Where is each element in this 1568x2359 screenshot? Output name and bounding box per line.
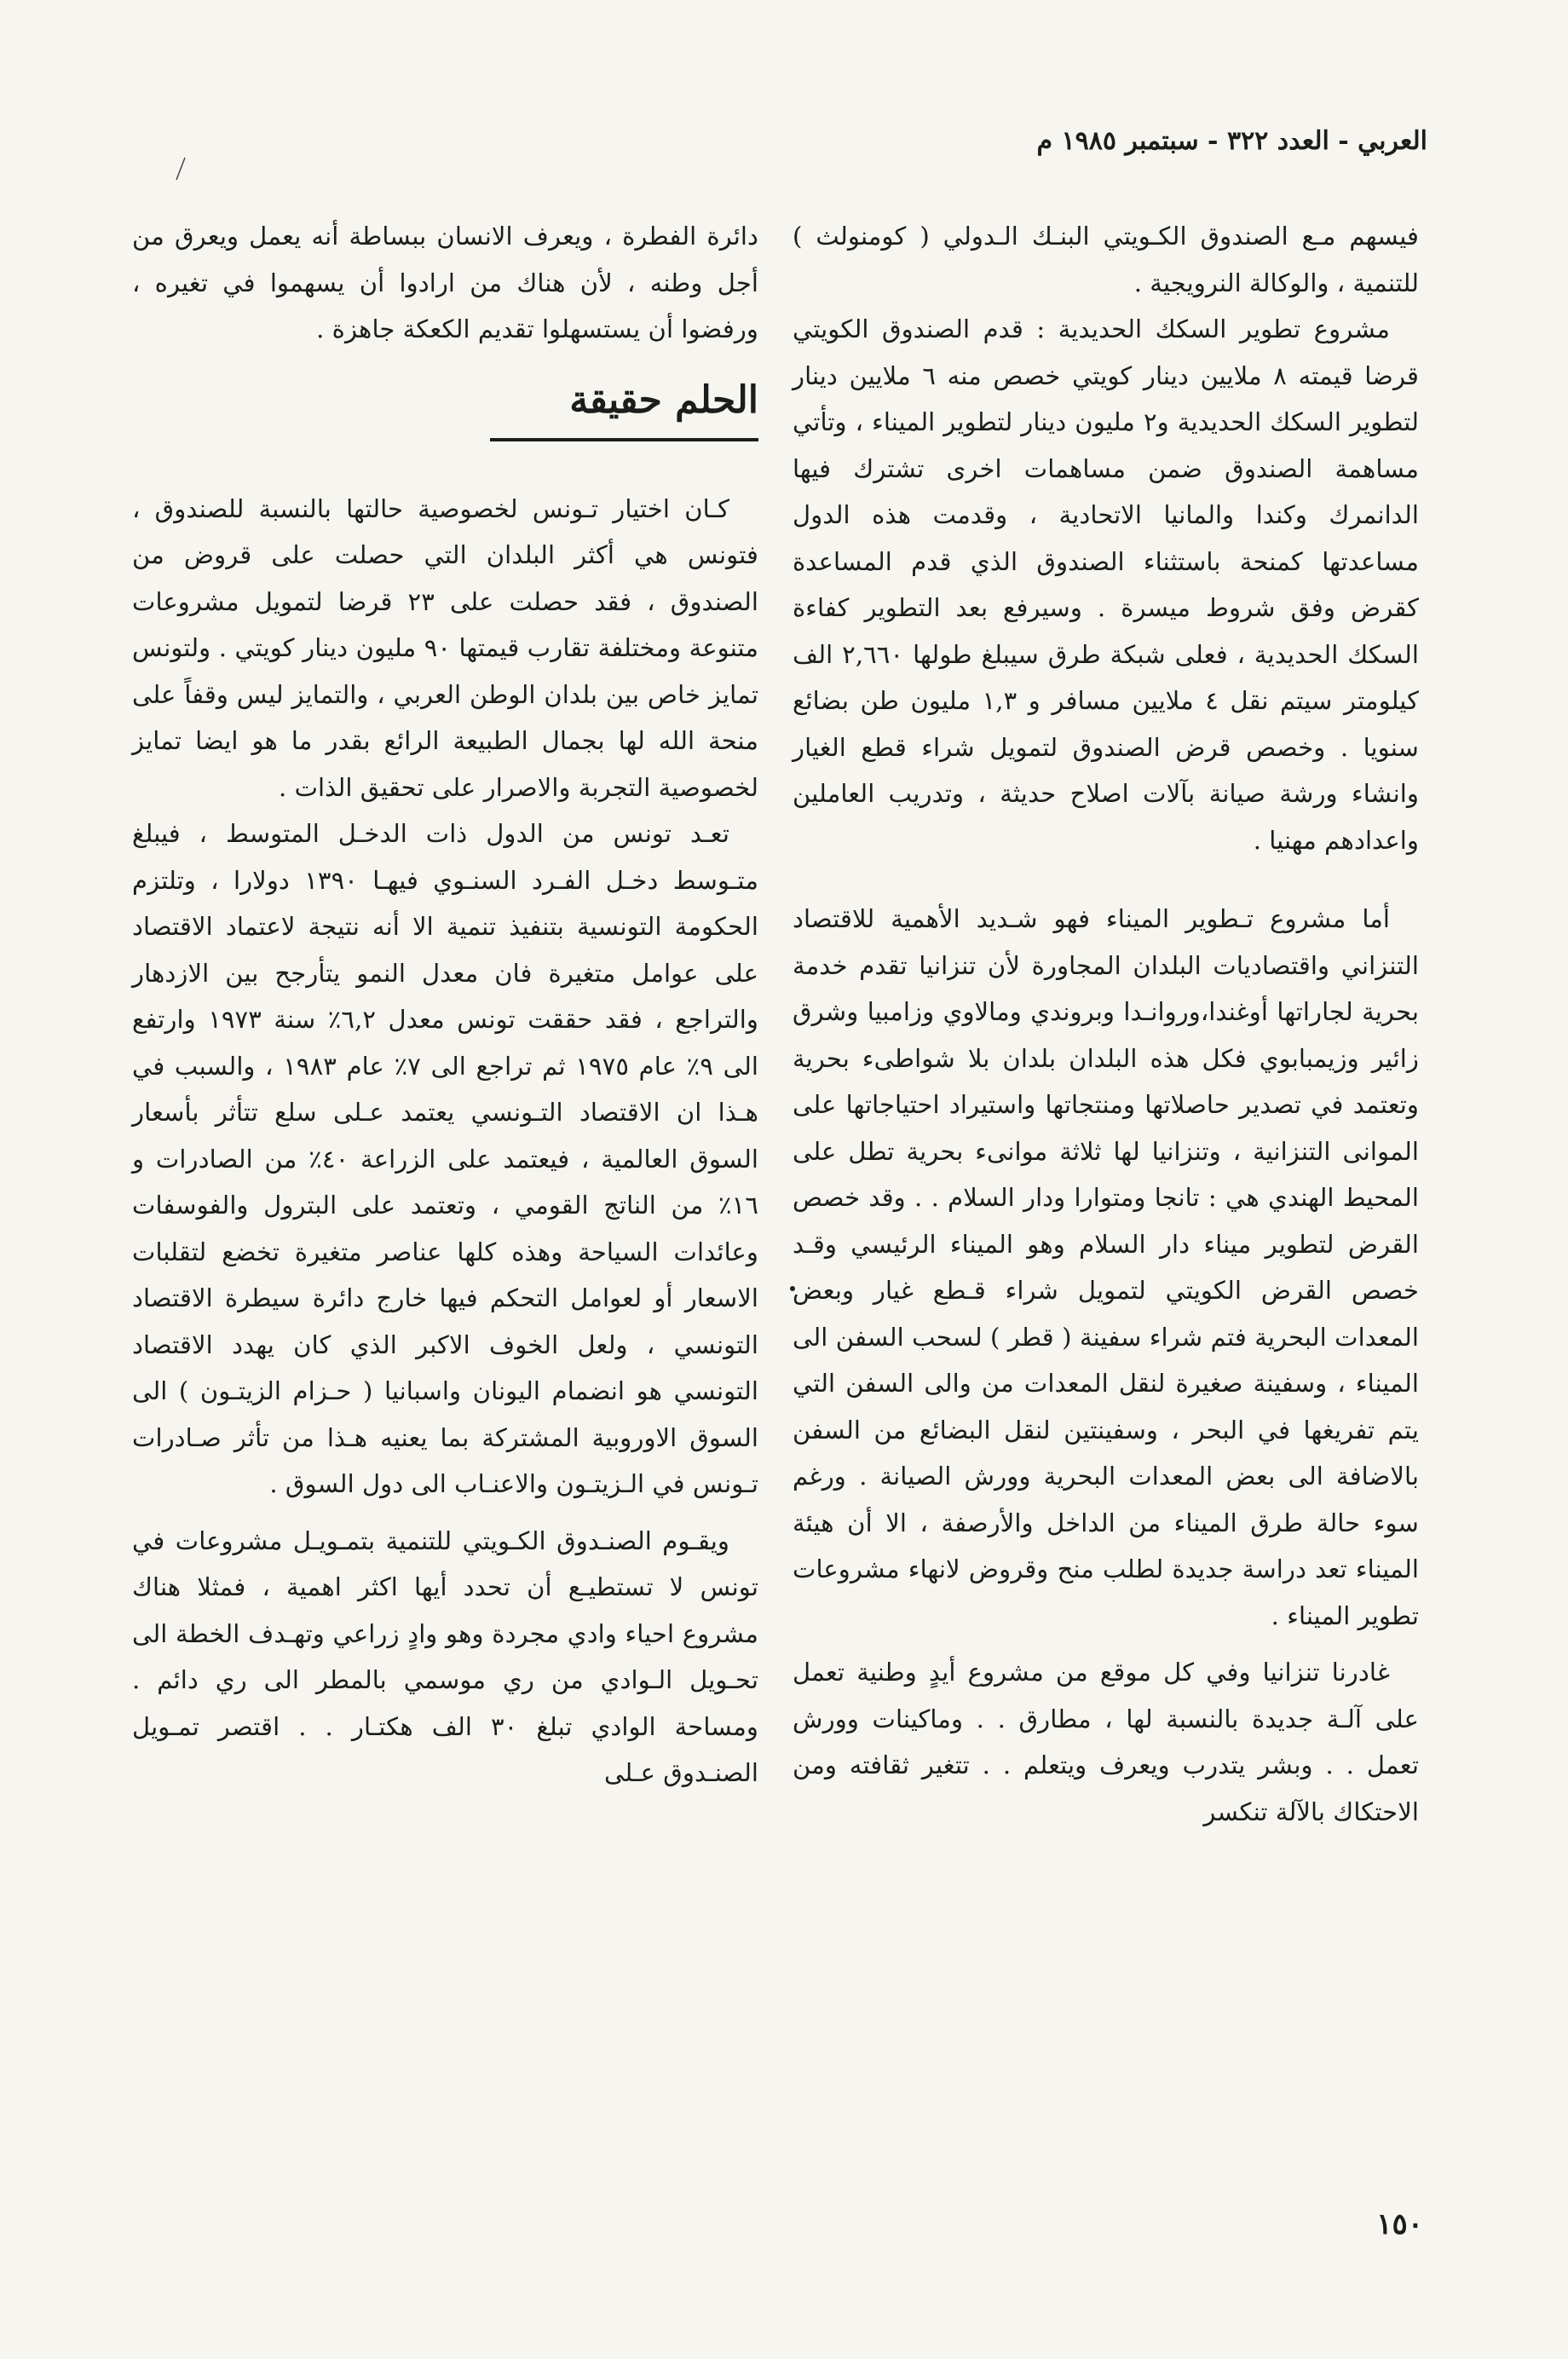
paragraph: تعـد تونس من الدول ذات الدخـل المتوسط ، فيبلغ متـوسط دخـل الفـرد السنـوي فيهـا ١٣٩٠ دولارا ، وتلتزم الحكومة التونسية بتنفيذ تنمية الا أنه نتيجة لاعتماد الاقتصاد على عوامل متغيرة فان معدل النمو يتأرجح بين الازدهار والتراجع ، فقد حققت تونس معدل ٦,٢٪ سنة ١٩٧٣ وارتفع الى ٩٪ عام ١٩٧٥ ثم تراجع الى ٧٪ عام ١٩٨٣ ، والسبب في هـذا ان الاقتصاد التـونسي يعتمد عـلى سلع تتأثر بأسعار السوق العالمية ، فيعتمد على الزراعة ٤٠٪ من الصادرات و ١٦٪ من الناتج القومي ، وتعتمد على البترول والفوسفات وعائدات السياحة وهذه كلها عناصر متغيرة تخضع لتقلبات الاسعار أو لعوامل التحكم فيها خارج دائرة سيطرة الاقتصاد التونسي ، ولعل الخوف الاكبر الذي كان يهدد الاقتصاد التونسي هو انضمام اليونان واسبانيا ( حـزام الزيتـون ) الى السوق الاوروبية المشتركة بما يعنيه هـذا من تأثر صـادرات تـونس في الـزيتـون والاعنـاب الى دول السوق . — [132, 819, 758, 1498]
paragraph: مشروع تطوير السكك الحديدية : قدم الصندوق الكويتي قرضا قيمته ٨ ملايين دينار كويتي خصص منه ٦ ملايين دينار لتطوير السكك الحديدية و٢ مليون دينار لتطوير الميناء ، وتأتي مساهمة الصندوق ضمن مساهمات اخرى تشترك فيها الدانمرك وكندا والمانيا الاتحادية ، وقدمت هذه الدول مساعدتها كمنحة باستثناء الصندوق الذي قدم المساعدة كقرض وفق شروط ميسرة . وسيرفع بعد التطوير كفاءة السكك الحديدية ، فعلى شبكة طرق سيبلغ طولها ٢,٦٦٠ الف كيلومتر سيتم نقل ٤ ملايين مسافر و ١,٣ مليون طن بضائع سنويا . وخصص قرض الصندوق لتمويل شراء قطع الغيار وانشاء ورشة صيانة بآلات اصلاح حديثة ، وتدريب العاملين واعدادهم مهنيا . — [793, 314, 1420, 855]
paragraph: أما مشروع تـطوير الميناء فهو شـديد الأهمية للاقتصاد التنزاني واقتصاديات البلدان المجاورة لأن تنزانيا تقدم خدمة بحرية لجاراتها أوغندا،وروانـدا وبروندي ومالاوي وزامبيا وشرق زائير وزيمبابوي فكل هذه البلدان بلدان بلا شواطىء بحرية وتعتمد في تصدير حاصلاتها ومنتجاتها واستيراد احتياجاتها على الموانى التنزانية ، وتنزانيا لها ثلاثة موانىء بحرية تطل على المحيط الهندي هي : تانجا ومتوارا ودار السلام . . وقد خصص القرض لتطوير ميناء دار السلام وهو الميناء الرئيسي وقـد خصص القرض الكويتي لتمويل شراء قـطع غيار وبعض المعدات البحرية فتم شراء سفينة ( قطر ) لسحب السفن الى الميناء ، وسفينة صغيرة لنقل المعدات من والى السفن التي يتم تفريغها في البحر ، وسفينتين لنقل البضائع من السفن بالاضافة الى بعض المعدات البحرية وورش الصيانة . ورغم سوء حالة طرق الميناء من الداخل والأرصفة ، الا أن هيئة الميناء تعد دراسة جديدة لطلب منح وقروض لانهاء مشروعات تطوير الميناء . — [793, 904, 1419, 1630]
running-header: العربي - العدد ٣٢٢ - سبتمبر ١٩٨٥ م — [1036, 126, 1427, 156]
paragraph: فيسهم مـع الصندوق الكـويتي البنـك الـدولي ( كومنولث ) للتنمية ، والوكالة النرويجية . — [793, 222, 1419, 297]
paragraph: دائرة الفطرة ، ويعرف الانسان ببساطة أنه يعمل ويعرق من أجل وطنه ، لأن هناك من ارادوا أن يسهموا في تغيره ، ورفضوا أن يستسهلوا تقديم الكعكة جاهزة . — [132, 222, 758, 343]
section-heading — [132, 375, 758, 441]
paragraph: كـان اختيار تـونس لخصوصية حالتها بالنسبة للصندوق ، فتونس هي أكثر البلدان التي حصلت على قروض من الصندوق ، فقد حصلت على ٢٣ قرضا لتمويل مشروعات متنوعة ومختلفة تقارب قيمتها ٩٠ مليون دينار كويتي . ولتونس تمايز خاص بين بلدان الوطن العربي ، والتمايز ليس وقفاً على منحة الله لها بجمال الطبيعة الرائع بقدر ما هو ايضا تمايز لخصوصية التجربة والاصرار على تحقيق الذات . — [132, 493, 758, 802]
paragraph: ويقـوم الصنـدوق الكـويتي للتنمية بتمـويـل مشروعات في تونس لا تستطيـع أن تحدد أيها اكثر اهمية ، فمثلا هناك مشروع احياء وادي مجردة وهو وادٍ زراعي وتهـدف الخطة الى تحـويل الـوادي من ري موسمي بالمطر الى ري دائم . ومساحة الوادي تبلغ ٣٠ الف هكتـار . . اقتصر تمـويل الصنـدوق عـلى — [132, 1526, 758, 1787]
scan-mark-stroke — [175, 156, 187, 182]
right-column — [793, 213, 1419, 1835]
paragraph: غادرنا تنزانيا وفي كل موقع من مشروع أيدٍ وطنية تعمل على آلـة جديدة بالنسبة لها ، مطارق . . وماكينات وورش تعمل . . وبشر يتدرب ويعرف ويتعلم . . تتغير ثقافته ومن الاحتكاك بالآلة تنكسر — [793, 1658, 1419, 1826]
page-number: ١٥٠ — [1376, 2207, 1423, 2241]
section-heading-text: الحلم حقيقة — [490, 375, 758, 441]
left-column — [132, 213, 758, 1797]
